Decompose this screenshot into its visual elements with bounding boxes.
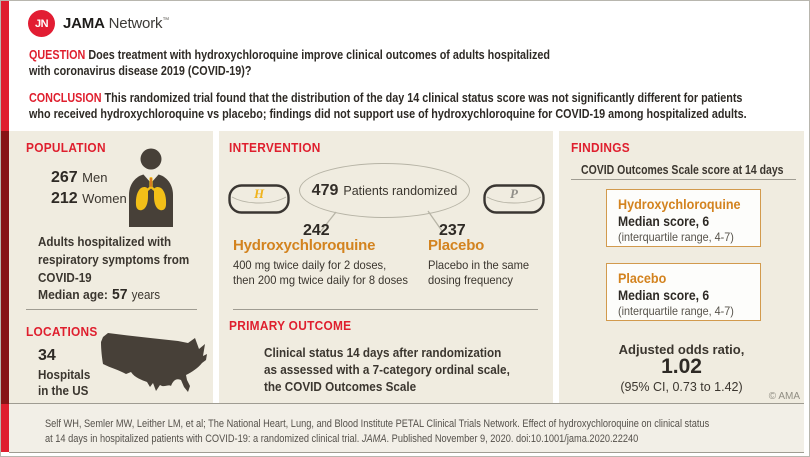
randomized-count: 479 (311, 181, 339, 199)
citation-line2-suffix: . Published November 9, 2020. doi:10.1001/jama.2020.22240 (386, 433, 639, 445)
left-accent-bar-bottom (1, 404, 9, 452)
locations-heading: LOCATIONS (26, 325, 98, 339)
svg-text:P: P (510, 186, 518, 201)
findings-card-placebo (606, 263, 761, 321)
card1-name: Hydroxychloroquine (618, 196, 741, 212)
svg-text:H: H (253, 186, 265, 201)
question-text-line1: Does treatment with hydroxychloroquine improve clinical outcomes of adults hospitalized (88, 47, 551, 62)
hospitals-label-line1: Hospitals (38, 368, 91, 382)
women-count: 212 (51, 190, 78, 207)
hospitals-count: 34 (38, 347, 56, 364)
left-accent-bar-middle (1, 131, 9, 404)
trademark-symbol: ™ (162, 17, 170, 24)
odds-ratio-label: Adjusted odds ratio, (618, 342, 745, 357)
arm2-description-line1: Placebo in the same (428, 258, 530, 272)
findings-card-hydroxychloroquine (606, 189, 761, 247)
primary-outcome-line3: the COVID Outcomes Scale (264, 379, 417, 394)
men-count: 267 (51, 169, 78, 186)
copyright-notice: © AMA (768, 391, 800, 402)
conclusion-text-line1: This randomized trial found that the distribution of the day 14 clinical status score was not significantly different for patients (104, 90, 743, 105)
primary-outcome-heading: PRIMARY OUTCOME (229, 319, 352, 333)
randomized-label: Patients randomized (343, 183, 458, 198)
findings-heading: FINDINGS (571, 141, 631, 155)
brand-network: Network (108, 15, 163, 32)
median-age-unit: years (131, 288, 161, 302)
arm2-name: Placebo (428, 237, 485, 254)
median-age-value: 57 (112, 286, 128, 303)
question-paragraph (29, 47, 550, 79)
logo-monogram: JN (34, 17, 49, 30)
arm1-count: 242 (303, 222, 330, 239)
pill-h-icon (228, 184, 290, 214)
arm1-name: Hydroxychloroquine (233, 237, 376, 254)
brand-name (63, 15, 169, 32)
population-locations-divider (26, 309, 197, 310)
pill-p-icon (483, 184, 545, 214)
card2-score: Median score, 6 (618, 288, 710, 303)
intervention-outcome-divider (233, 309, 538, 310)
question-label: QUESTION (29, 47, 86, 62)
citation-journal: JAMA (361, 433, 387, 445)
brand-jama: JAMA (63, 15, 105, 32)
arm2-count: 237 (439, 222, 466, 239)
question-text-line2: with coronavirus disease 2019 (COVID-19)? (29, 63, 252, 78)
women-label: Women (82, 191, 127, 206)
hospitals-label-line2: in the US (38, 384, 89, 398)
conclusion-label: CONCLUSION (29, 90, 102, 105)
citation-line2 (45, 432, 638, 447)
jama-logo-icon (28, 10, 55, 37)
conclusion-paragraph (29, 90, 747, 122)
men-count-row (51, 169, 107, 187)
conclusion-text-line2: who received hydroxychloroquine vs placebo; findings did not support use of hydroxychloroquine for COVID-19 among hospitalized adults. (29, 106, 747, 121)
findings-subtitle-underline (571, 179, 796, 180)
intervention-heading: INTERVENTION (229, 141, 321, 155)
median-age-row (38, 286, 160, 304)
odds-ratio-value: 1.02 (661, 355, 702, 378)
primary-outcome-line2: as assessed with a 7-category ordinal scale, (264, 362, 510, 377)
arm2-description-line2: dosing frequency (428, 273, 514, 287)
footer-bottom-rule (9, 452, 804, 453)
arm1-description-line1: 400 mg twice daily for 2 doses, (233, 258, 387, 272)
citation-line1: Self WH, Semler MW, Leither LM, et al; The National Heart, Lung, and Blood Institute PETAL Clinical Trials Network. Effect of hydroxychloroquine on clinical status (45, 418, 710, 430)
population-heading: POPULATION (26, 141, 106, 155)
person-with-lungs-icon (128, 148, 174, 227)
card2-iqr: (interquartile range, 4-7) (618, 304, 734, 318)
median-age-label: Median age: (38, 287, 108, 302)
findings-subtitle: COVID Outcomes Scale score at 14 days (581, 163, 784, 177)
left-accent-bar-top (1, 1, 9, 131)
card2-name: Placebo (618, 270, 667, 286)
us-map-icon (100, 332, 208, 394)
card1-iqr: (interquartile range, 4-7) (618, 230, 734, 244)
citation-line2-text: at 14 days in hospitalized patients with COVID-19: a randomized clinical trial. (45, 433, 362, 445)
population-description: Adults hospitalized with respiratory symptoms from COVID-19 (38, 235, 190, 285)
arm1-description-line2: then 200 mg twice daily for 8 doses (233, 273, 408, 287)
confidence-interval: (95% CI, 0.73 to 1.42) (620, 380, 743, 394)
primary-outcome-line1: Clinical status 14 days after randomization (264, 345, 502, 360)
women-count-row (51, 190, 127, 208)
men-label: Men (82, 170, 108, 185)
card1-score: Median score, 6 (618, 214, 710, 229)
